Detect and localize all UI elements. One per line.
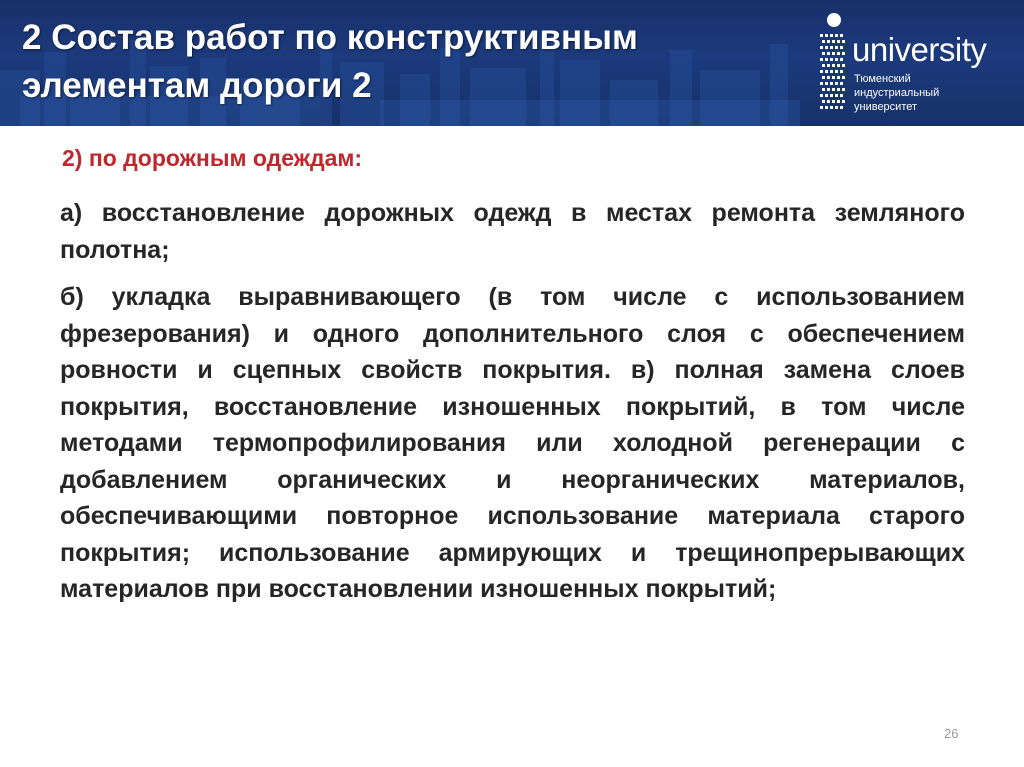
paragraph-b: б) укладка выравнивающего (в том числе с использованием фрезерования) и одного дополнительного слоя с обеспечением ровности и сцепных свойств покрытия. в) полная замена слоев покрытия, восстановление изношенных покрытий, в том числе методами термопрофилирования или холодной регенерации с добавлением органических и неорганических материалов, обеспечивающими повторное использование материала старого покрытия; использование армирующих и трещинопрерывающих материалов при восстановлении изношенных покрытий; [60, 283, 965, 603]
slide-header [0, 0, 1024, 126]
logo-sub-line-2: индустриальный [854, 87, 940, 99]
logo-subtitle [854, 72, 1004, 114]
logo-sub-line-1: Тюменский [854, 73, 911, 85]
slide-body [60, 140, 965, 608]
logo-wordmark: university [852, 31, 987, 68]
section-subheading: 2) по дорожным одеждам: [62, 145, 363, 171]
page-number: 26 [944, 726, 959, 741]
dotted-i-logo-icon [818, 12, 848, 116]
slide-title [22, 14, 782, 110]
university-logo [818, 12, 1008, 116]
title-line-1: 2 Состав работ по конструктивным [22, 18, 638, 57]
logo-sub-line-3: университет [854, 101, 918, 113]
paragraph-a: а) восстановление дорожных одежд в местах ремонта земляного полотна; [60, 199, 965, 264]
title-line-2: элементам дороги 2 [22, 66, 372, 105]
